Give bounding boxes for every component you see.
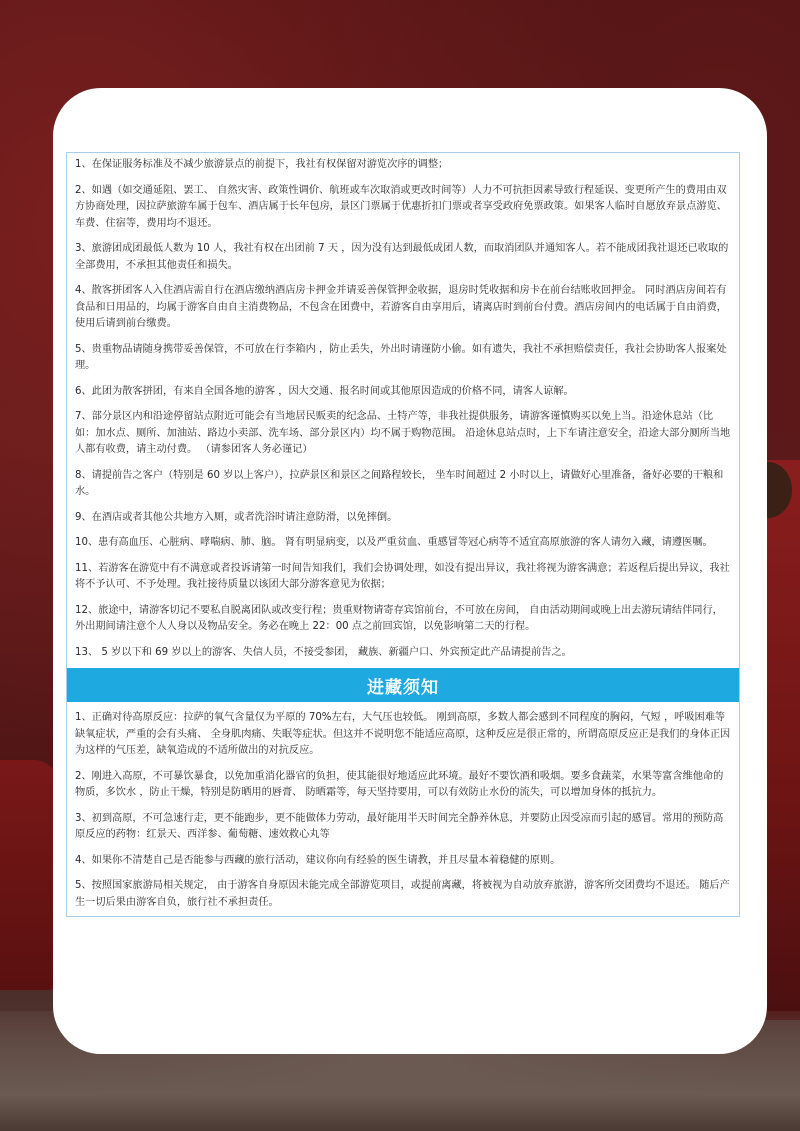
notice-item: 13、 5 岁以下和 69 岁以上的游客、失信人员，不接受参团， 藏族、新疆户口、外宾预定此产品请提前告之。 xyxy=(75,646,572,658)
background-photo-monk-left xyxy=(0,760,58,990)
notice-item: 5、贵重物品请随身携带妥善保管，不可放在行李箱内 ，防止丢失，外出时请谨防小偷。如有遗失，我社不承担赔偿责任，我社会协助客人报案处理。 xyxy=(75,343,727,371)
notice-item: 11、若游客在游览中有不满意或者投诉请第一时间告知我们，我们会协调处理，如没有提出异议，我社将视为游客满意；若返程后提出异议，我社将不予认可、不予处理。我社接待质量以该团大部分游客意见为依据； xyxy=(75,562,730,590)
tibet-note-item: 2、刚进入高原，不可暴饮暴食，以免加重消化器官的负担，使其能很好地适应此环境。最好不要饮酒和吸烟。要多食蔬菜，水果等富含维他命的物质，多饮水 ，防止干燥，特别是防晒用的唇膏、 防晒霜等，每天坚持要用，可以有效防止水份的流失，可以增加身体的抵抗力。 xyxy=(75,770,724,798)
section-banner-title: 进藏须知 xyxy=(367,677,439,698)
notice-item: 3、旅游团成团最低人数为 10 人，我社有权在出团前 7 天 ，因为没有达到最低成团人数，而取消团队并通知客人。若不能成团我社退还已收取的全部费用，不承担其他责任和损失。 xyxy=(75,243,729,271)
notice-item: 7、部分景区内和沿途停留站点附近可能会有当地居民贩卖的纪念品、土特产等，非我社提供服务，请游客谨慎购买以免上当。沿途休息站（比如：加水点、厕所、加油站、路边小卖部、洗车场、部分景区内）均不属于购物范围。 沿途休息站点时，上下车请注意安全，沿途大部分厕所当地人都有收费，请主动付费。 （请参团客人务必谨记） xyxy=(75,411,731,455)
notice-item: 2、如遇（如交通延阻、罢工、 自然灾害、政策性调价、航班或车次取消或更改时间等）人力不可抗拒因素导致行程延误、变更所产生的费用由双方协商处理，因拉萨旅游车属于包车、酒店属于长年包房，景区门票属于优惠折扣门票或者享受政府免票政策。如果客人临时自愿放弃景点游览、车费、住宿等，费用均不退还。 xyxy=(75,184,727,229)
tibet-note-item: 1、正确对待高原反应：拉萨的氧气含量仅为平原的 70%左右，大气压也较低。 刚到高原，多数人都会感到不同程度的胸闷，气短 ，呼吸困难等缺氧症状，严重的会有头痛、 全身肌肉痛、失眠等症状。但这并不说明您不能适应高原，这种反应是很正常的，所谓高原反应正是我们的身体正因为这样的气压差，缺氧造成的不适所做出的对抗反应。 xyxy=(75,712,731,756)
notice-panel xyxy=(66,152,740,917)
notice-item: 12、旅途中，请游客切记不要私自脱离团队或改变行程；贵重财物请寄存宾馆前台，不可放在房间， 自由活动期间或晚上出去游玩请结伴同行，外出期间请注意个人人身以及物品安全。务必在晚上 22：00 点之前回宾馆，以免影响第二天的行程。 xyxy=(75,604,723,632)
notice-item: 10、患有高血压、心脏病、哮喘病、肺、脑。 肾有明显病变，以及严重贫血、重感冒等冠心病等不适宜高原旅游的客人请勿入藏，请遵医嘱。 xyxy=(75,537,713,548)
tibet-notes-list xyxy=(67,706,739,916)
tibet-note-item: 4、如果你不清楚自己是否能参与西藏的旅行活动，建议你向有经验的医生请教，并且尽量本着稳健的原则。 xyxy=(75,854,561,866)
notice-item: 8、请提前告之客户（特别是 60 岁以上客户），拉萨景区和景区之间路程较长， 坐车时间超过 2 小时以上，请做好心里准备，备好必要的干粮和水。 xyxy=(75,469,724,497)
notice-item: 9、在酒店或者其他公共地方入厕，或者洗浴时请注意防滑，以免摔倒。 xyxy=(75,511,398,523)
tibet-note-item: 5、按照国家旅游局相关规定， 由于游客自身原因未能完成全部游览项目，或提前离藏，将被视为自动放弃旅游，游客所交团费均不退还。 随后产生一切后果由游客自负，旅行社不承担责任。 xyxy=(75,880,730,908)
notice-item: 6、此团为散客拼团，有来自全国各地的游客 ，因大交通、报名时间或其他原因造成的价格不同，请客人谅解。 xyxy=(75,385,574,397)
notice-item: 4、散客拼团客人入住酒店需自行在酒店缴纳酒店房卡押金并请妥善保管押金收据，退房时凭收据和房卡在前台结账收回押金。 同时酒店房间若有食品和日用品的，均属于游客自由自主消费物品，不包含在团费中，若游客自由享用后，请离店时到前台付费。酒店房间内的电话属于自由消费，使用后请到前台缴费。 xyxy=(75,285,727,329)
section-banner xyxy=(67,668,739,702)
notice-list xyxy=(67,153,739,666)
notice-item: 1、在保证服务标准及不减少旅游景点的前提下，我社有权保留对游览次序的调整； xyxy=(75,159,449,170)
tibet-note-item: 3、初到高原，不可急速行走，更不能跑步，更不能做体力劳动，最好能用半天时间完全静养休息，并要防止因受凉而引起的感冒。常用的预防高原反应的药物：红景天、西洋参、葡萄糖、速效救心丸等 xyxy=(75,812,724,840)
